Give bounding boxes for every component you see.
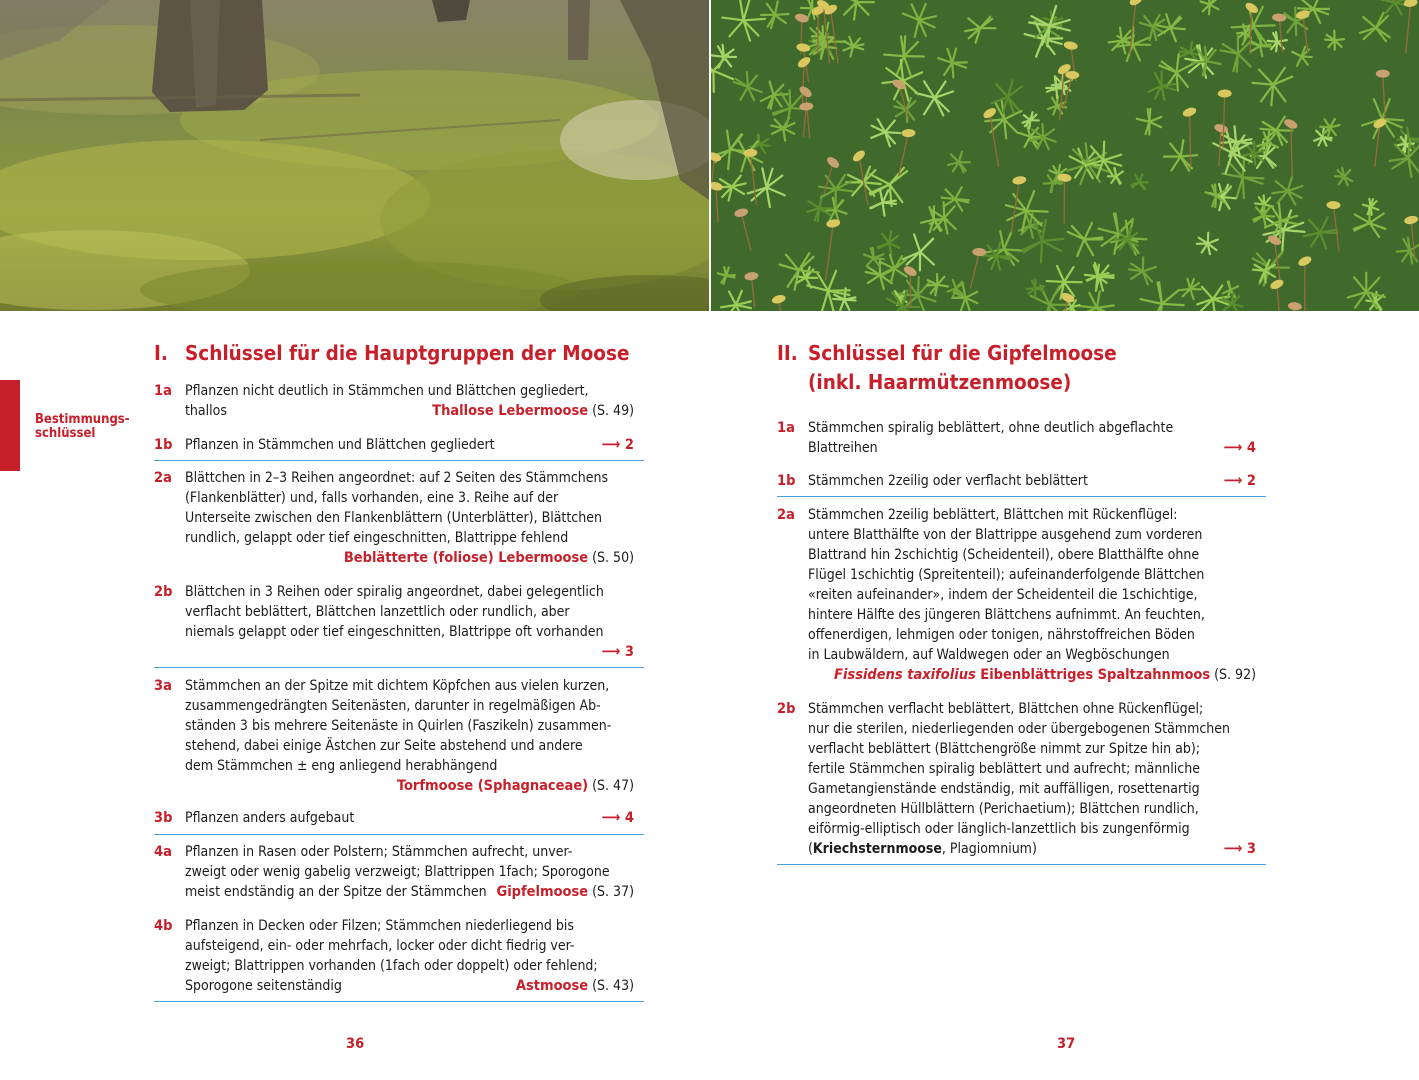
key-entry-text: Stämmchen an der Spitze mit dichtem Köpfchen aus vielen kurzen, zusammengedrängten Seitenästen, darunter in regelmäßigen Ab- ständen 3 bis mehrere Seitenäste in Quirlen (Faszikeln) zusammen- stehend, dabei einige Ästchen zur Seite abstehend und andere dem Stämmchen ± eng anliegend herabhängend	[185, 678, 612, 774]
right-arrow-icon: ⟶	[1223, 440, 1247, 456]
key-entry-code: 2a	[154, 470, 172, 486]
key-title-number: II.	[777, 341, 798, 365]
group-name: Kriechsternmoose	[812, 841, 942, 857]
key-entry	[777, 471, 1266, 497]
key-entry-code: 2b	[154, 584, 173, 600]
right-arrow-icon: ⟶	[1223, 473, 1247, 489]
reference-name: Astmoose	[515, 978, 589, 994]
key-entry-last-line	[808, 839, 1037, 859]
reference-name: Gipfelmoose	[496, 884, 589, 900]
key-entry-text: Blättchen in 2–3 Reihen angeordnet: auf 2 Seiten des Stämmchens (Flankenblätter) und, falls vorhanden, eine 3. Reihe auf der Unterseite zwischen den Flankenblättern (Unterblätter), Blättchen rundlich, gelappt oder tief eingeschnitten, Blattrippe fehlend	[185, 470, 609, 546]
key-entry-text: Stämmchen 2zeilig beblättert, Blättchen mit Rückenflügel: untere Blatthälfte von der Blattrippe ausgehend zum vorderen Blattrand hin 2schichtig (Scheidenteil), obere Blatthälfte ohne Flügel 1schichtig (Spreitenteil); aufeinanderfolgende Blättchen «reiten aufeinander», indem der Scheidenteil die 1schichtige, hintere Hälfte des jüngeren Blättchens aufnimmt. An feuchten, offenerdigen, lehmigen oder tonigen, nährstoffreichen Böden in Laubwäldern, auf Waldwegen oder an Wegböschungen	[808, 507, 1205, 663]
key-entry-code: 2a	[777, 507, 795, 523]
key-entry-reference	[834, 665, 1256, 685]
reference-name: Thallose Lebermoose	[432, 403, 589, 419]
right-arrow-icon: ⟶	[601, 644, 625, 660]
key-entry	[777, 699, 1266, 865]
go-to-step-arrow	[602, 808, 634, 828]
key-entry	[154, 676, 644, 800]
genus-name: , Plagiomnium)	[941, 841, 1037, 857]
reference-page: (S. 49)	[588, 403, 634, 419]
key-entry	[777, 418, 1266, 464]
hair-cap-moss-photo	[711, 0, 1419, 311]
key-title-text-line1: Schlüssel für die Gipfelmoose	[808, 341, 1117, 365]
reference-name: Torfmoose (Sphagnaceae)	[397, 778, 589, 794]
reference-scientific-name: Fissidens taxifolius	[834, 667, 976, 683]
go-to-step-arrow	[1224, 471, 1256, 491]
key-entry-text: Stämmchen spiralig beblättert, ohne deutlich abgeflachte Blattreihen	[808, 420, 1174, 456]
reference-page: (S. 50)	[588, 550, 634, 566]
key-entry-text: Pflanzen in Stämmchen und Blättchen gegliedert	[185, 437, 495, 453]
key-entry-text: Pflanzen anders aufgebaut	[185, 810, 355, 826]
key-entry	[154, 435, 644, 461]
key-entry-code: 2b	[777, 701, 796, 717]
paren-open: (	[808, 841, 813, 857]
key-entry	[777, 505, 1266, 689]
key-entry-reference	[432, 401, 634, 421]
target-step: 3	[624, 644, 634, 660]
chapter-tab-label: Bestimmungs- schlüssel	[35, 412, 130, 441]
reference-page: (S. 43)	[588, 978, 634, 994]
page-number-right: 37	[1057, 1036, 1076, 1052]
key-entry-code: 4b	[154, 918, 173, 934]
key-entry-code: 4a	[154, 844, 172, 860]
reference-name: Beblätterte (foliose) Lebermoose	[343, 550, 589, 566]
key-entry-reference	[516, 976, 634, 996]
key-entry-code: 1a	[154, 383, 172, 399]
go-to-step-arrow	[1224, 839, 1256, 859]
go-to-step-arrow	[1224, 438, 1256, 458]
page-number-left: 36	[346, 1036, 365, 1052]
reference-name: Eibenblättriges Spaltzahnmoos	[975, 667, 1211, 683]
reference-page: (S. 47)	[588, 778, 634, 794]
key-entry	[154, 916, 644, 1002]
right-arrow-icon: ⟶	[601, 810, 625, 826]
key-entry	[154, 381, 644, 427]
key-entry-text: Stämmchen 2zeilig oder verflacht beblättert	[808, 473, 1088, 489]
key-title-gipfelmoose	[777, 339, 1267, 397]
key-entry-reference	[344, 548, 634, 568]
key-entry-text: Stämmchen verflacht beblättert, Blättchen ohne Rückenflügel; nur die sterilen, niederliegenden oder übergebogenen Stämmchen verflacht beblättert (Blättchengröße nimmt zur Spitze hin ab); fertile Stämmchen spiralig beblättert und aufrecht; männliche Gametangienstände endständig, mit auffälligen, rosettenartig angeordneten Hüllblättern (Perichaetium); Blättchen rundlich, eiförmig-elliptisch oder länglich-lanzettlich bis zungenförmig	[808, 701, 1230, 837]
target-step: 4	[1246, 440, 1256, 456]
target-step: 4	[624, 810, 634, 826]
chapter-tab-marker	[0, 380, 20, 471]
target-step: 2	[624, 437, 634, 453]
key-entry	[154, 808, 644, 835]
forest-moss-photo	[0, 0, 709, 311]
key-entry-text: Pflanzen nicht deutlich in Stämmchen und Blättchen gegliedert, thallos	[185, 383, 589, 419]
key-entry	[154, 582, 644, 668]
right-arrow-icon: ⟶	[1223, 841, 1247, 857]
key-title-number: I.	[154, 341, 168, 365]
reference-page: (S. 37)	[588, 884, 634, 900]
go-to-step-arrow	[602, 642, 634, 662]
key-entry-reference	[497, 882, 635, 902]
key-title-text-line2: (inkl. Haarmützenmoose)	[808, 370, 1072, 394]
go-to-step-arrow	[602, 435, 634, 455]
key-entry-code: 3b	[154, 810, 173, 826]
key-entry-code: 1b	[777, 473, 796, 489]
target-step: 2	[1246, 473, 1256, 489]
key-entry-text: Pflanzen in Decken oder Filzen; Stämmchen niederliegend bis aufsteigend, ein- oder mehrfach, locker oder dicht fiedrig ver- zweigt; Blattrippen vorhanden (1fach oder doppelt) oder fehlend; Sporogone seitenständig	[185, 918, 598, 994]
key-entry-code: 1b	[154, 437, 173, 453]
key-entry	[154, 468, 644, 572]
key-title-text: Schlüssel für die Hauptgruppen der Moose	[185, 341, 630, 365]
target-step: 3	[1246, 841, 1256, 857]
right-arrow-icon: ⟶	[601, 437, 625, 453]
key-entry-text: Blättchen in 3 Reihen oder spiralig angeordnet, dabei gelegentlich verflacht beblättert, Blättchen lanzettlich oder rundlich, aber niemals gelappt oder tief eingeschnitten, Blattrippe oft vorhanden	[185, 584, 604, 640]
key-entry	[154, 842, 644, 906]
key-entry-text: Pflanzen in Rasen oder Polstern; Stämmchen aufrecht, unver- zweigt oder wenig gabelig verzweigt; Blattrippen 1fach; Sporogone meist endständig an der Spitze der Stämmchen	[185, 844, 610, 900]
key-entry-code: 3a	[154, 678, 172, 694]
key-entry-reference	[397, 776, 634, 796]
key-title-hauptgruppen	[154, 339, 644, 369]
key-entry-code: 1a	[777, 420, 795, 436]
reference-page: (S. 92)	[1210, 667, 1256, 683]
